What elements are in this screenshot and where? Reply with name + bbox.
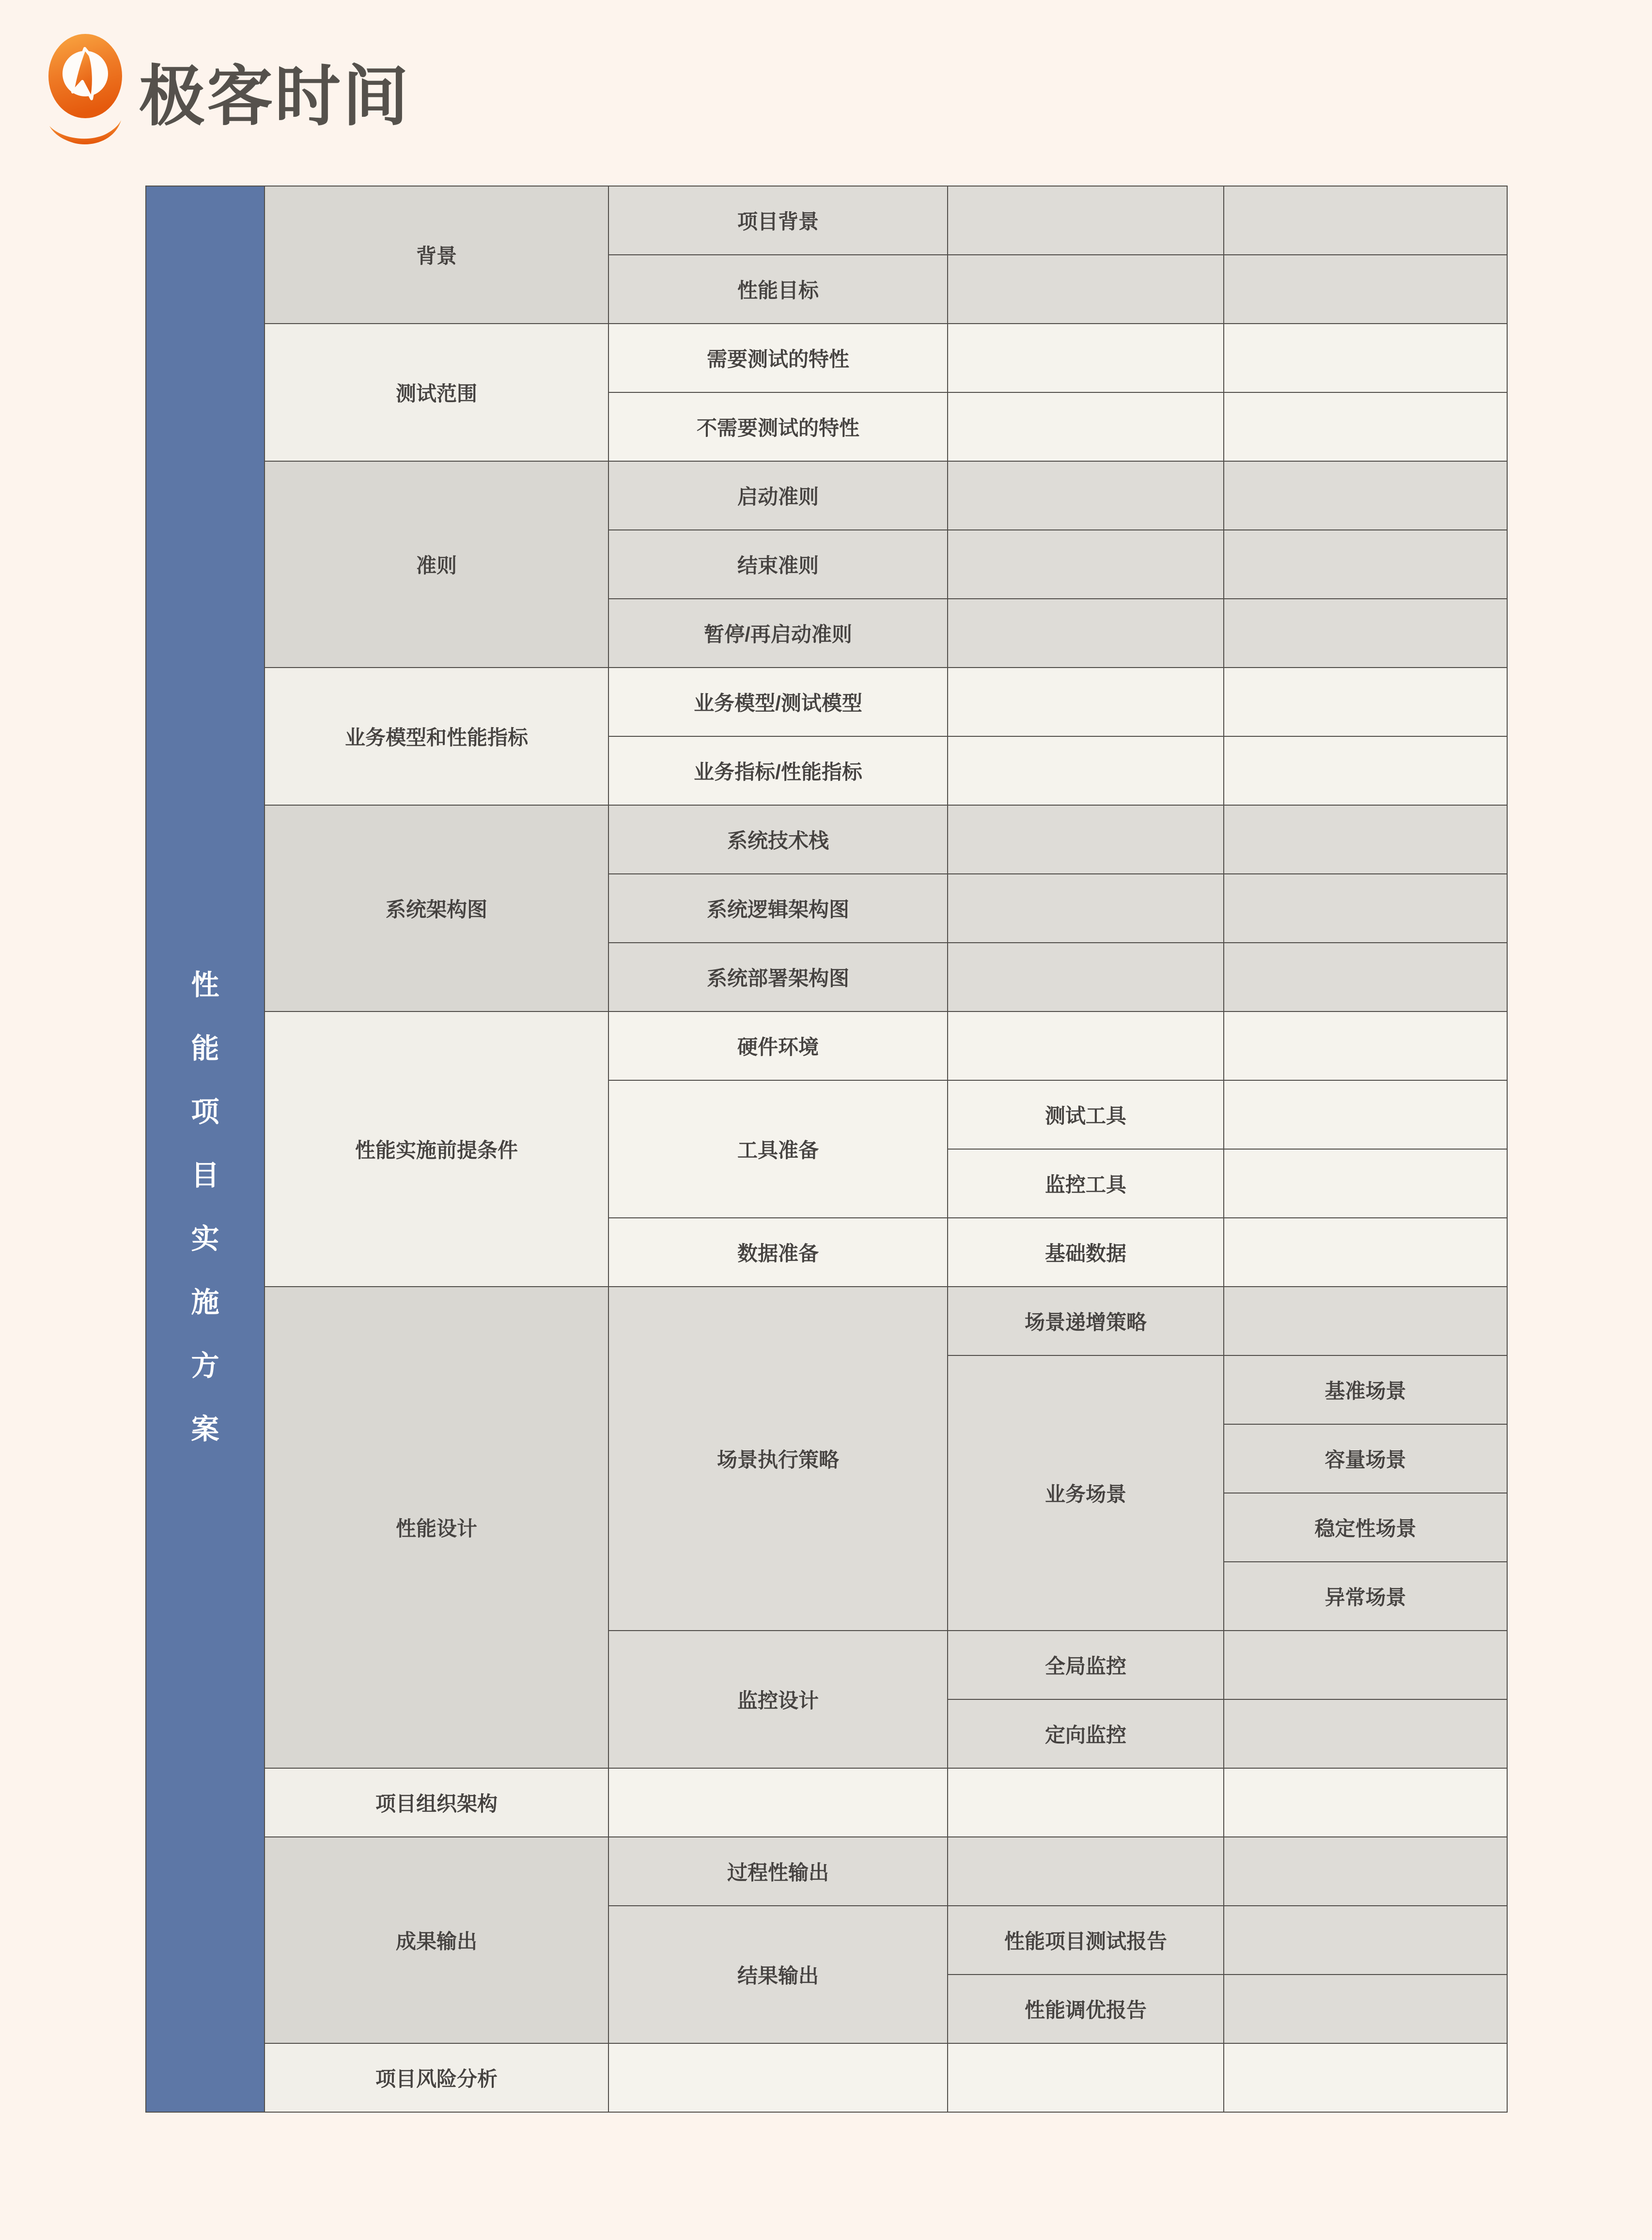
leaf-cell: 业务场景 bbox=[948, 1355, 1224, 1631]
root-title: 性能项目实施方案 bbox=[191, 969, 219, 1446]
leaf-cell: 测试工具 bbox=[948, 1080, 1224, 1149]
empty-cell bbox=[1224, 1080, 1507, 1149]
item-cell: 场景执行策略 bbox=[608, 1287, 948, 1631]
category-cell: 项目组织架构 bbox=[265, 1768, 608, 1837]
empty-cell bbox=[1224, 1287, 1507, 1355]
item-cell: 业务模型/测试模型 bbox=[608, 668, 948, 736]
empty-cell bbox=[948, 461, 1224, 530]
empty-cell bbox=[1224, 1699, 1507, 1768]
leaf-cell: 异常场景 bbox=[1224, 1562, 1507, 1631]
empty-cell bbox=[1224, 1768, 1507, 1837]
empty-cell bbox=[948, 874, 1224, 943]
empty-cell bbox=[948, 1011, 1224, 1080]
leaf-cell: 稳定性场景 bbox=[1224, 1493, 1507, 1562]
empty-cell bbox=[1224, 392, 1507, 461]
leaf-cell: 基准场景 bbox=[1224, 1355, 1507, 1424]
empty-cell bbox=[1224, 599, 1507, 668]
item-cell: 工具准备 bbox=[608, 1080, 948, 1218]
performance-plan-mindmap bbox=[145, 186, 1508, 2113]
item-cell: 数据准备 bbox=[608, 1218, 948, 1287]
geektime-wordmark: 极客时间 bbox=[139, 60, 410, 133]
empty-cell bbox=[1224, 1011, 1507, 1080]
empty-cell bbox=[948, 805, 1224, 874]
geektime-logo-icon bbox=[46, 33, 125, 148]
table-row bbox=[146, 805, 1507, 874]
empty-cell bbox=[1224, 255, 1507, 324]
table-row bbox=[146, 186, 1507, 255]
empty-cell bbox=[948, 255, 1224, 324]
empty-cell bbox=[1224, 461, 1507, 530]
empty-cell bbox=[948, 1837, 1224, 1906]
empty-cell bbox=[948, 324, 1224, 392]
category-cell: 业务模型和性能指标 bbox=[265, 668, 608, 805]
empty-cell bbox=[1224, 668, 1507, 736]
empty-cell bbox=[1224, 736, 1507, 805]
leaf-cell: 性能调优报告 bbox=[948, 1975, 1224, 2043]
geektime-logo bbox=[46, 33, 410, 148]
empty-cell bbox=[948, 530, 1224, 599]
item-cell: 系统技术栈 bbox=[608, 805, 948, 874]
empty-cell bbox=[1224, 874, 1507, 943]
table-row bbox=[146, 324, 1507, 392]
empty-cell bbox=[948, 668, 1224, 736]
empty-cell bbox=[1224, 2043, 1507, 2112]
empty-cell bbox=[1224, 1837, 1507, 1906]
item-cell: 过程性输出 bbox=[608, 1837, 948, 1906]
leaf-cell: 场景递增策略 bbox=[948, 1287, 1224, 1355]
category-cell: 成果输出 bbox=[265, 1837, 608, 2043]
empty-cell bbox=[1224, 805, 1507, 874]
category-cell: 测试范围 bbox=[265, 324, 608, 461]
table-row bbox=[146, 1837, 1507, 1906]
category-cell: 背景 bbox=[265, 186, 608, 324]
empty-cell bbox=[948, 2043, 1224, 2112]
item-cell: 结束准则 bbox=[608, 530, 948, 599]
empty-cell bbox=[608, 2043, 948, 2112]
table-row bbox=[146, 461, 1507, 530]
empty-cell bbox=[1224, 186, 1507, 255]
item-cell: 不需要测试的特性 bbox=[608, 392, 948, 461]
item-cell: 项目背景 bbox=[608, 186, 948, 255]
item-cell: 系统逻辑架构图 bbox=[608, 874, 948, 943]
empty-cell bbox=[1224, 943, 1507, 1011]
empty-cell bbox=[948, 1768, 1224, 1837]
item-cell: 硬件环境 bbox=[608, 1011, 948, 1080]
root-title-cell bbox=[146, 186, 265, 2112]
empty-cell bbox=[1224, 324, 1507, 392]
category-cell: 系统架构图 bbox=[265, 805, 608, 1011]
item-cell: 暂停/再启动准则 bbox=[608, 599, 948, 668]
item-cell: 需要测试的特性 bbox=[608, 324, 948, 392]
item-cell: 启动准则 bbox=[608, 461, 948, 530]
empty-cell bbox=[1224, 1906, 1507, 1975]
empty-cell bbox=[1224, 530, 1507, 599]
table-row bbox=[146, 2043, 1507, 2112]
empty-cell bbox=[948, 943, 1224, 1011]
item-cell: 业务指标/性能指标 bbox=[608, 736, 948, 805]
table-row bbox=[146, 1287, 1507, 1355]
category-cell: 性能设计 bbox=[265, 1287, 608, 1768]
empty-cell bbox=[948, 186, 1224, 255]
category-cell: 性能实施前提条件 bbox=[265, 1011, 608, 1287]
item-cell: 结果输出 bbox=[608, 1906, 948, 2043]
category-cell: 项目风险分析 bbox=[265, 2043, 608, 2112]
item-cell: 监控设计 bbox=[608, 1631, 948, 1768]
empty-cell bbox=[1224, 1218, 1507, 1287]
empty-cell bbox=[948, 392, 1224, 461]
empty-cell bbox=[948, 599, 1224, 668]
leaf-cell: 全局监控 bbox=[948, 1631, 1224, 1699]
leaf-cell: 基础数据 bbox=[948, 1218, 1224, 1287]
leaf-cell: 监控工具 bbox=[948, 1149, 1224, 1218]
item-cell: 系统部署架构图 bbox=[608, 943, 948, 1011]
empty-cell bbox=[1224, 1149, 1507, 1218]
empty-cell bbox=[608, 1768, 948, 1837]
leaf-cell: 定向监控 bbox=[948, 1699, 1224, 1768]
table-row bbox=[146, 668, 1507, 736]
table-row bbox=[146, 1768, 1507, 1837]
leaf-cell: 性能项目测试报告 bbox=[948, 1906, 1224, 1975]
item-cell: 性能目标 bbox=[608, 255, 948, 324]
empty-cell bbox=[948, 736, 1224, 805]
leaf-cell: 容量场景 bbox=[1224, 1424, 1507, 1493]
empty-cell bbox=[1224, 1975, 1507, 2043]
category-cell: 准则 bbox=[265, 461, 608, 668]
empty-cell bbox=[1224, 1631, 1507, 1699]
table-row bbox=[146, 1011, 1507, 1080]
